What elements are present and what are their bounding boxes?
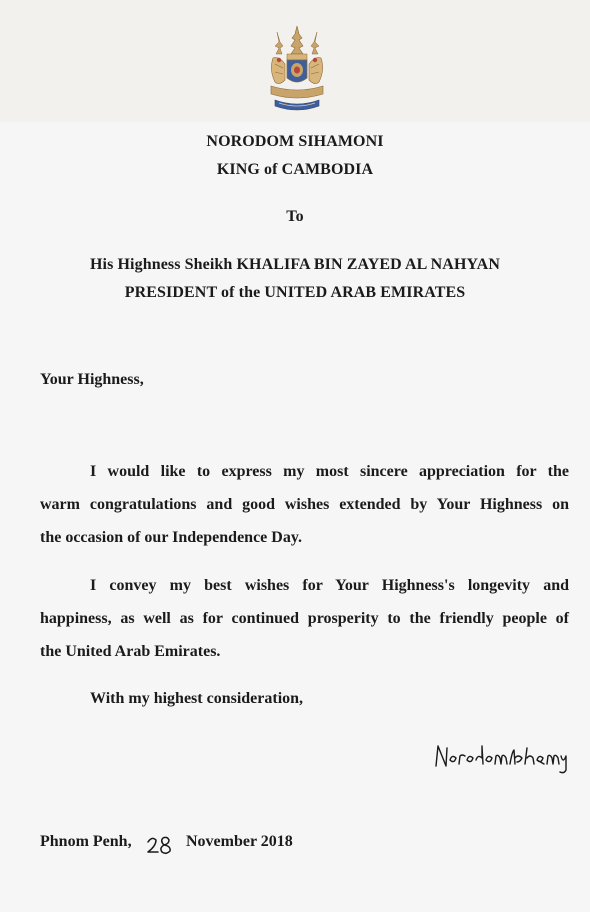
date-month-year: November 2018 bbox=[186, 833, 293, 850]
paragraph-wishes bbox=[40, 569, 569, 668]
salutation: Your Highness, bbox=[40, 371, 144, 388]
signature-image bbox=[432, 740, 572, 774]
paragraph-appreciation bbox=[40, 455, 569, 554]
sender-title: KING of CAMBODIA bbox=[216, 161, 374, 178]
place: Phnom Penh, bbox=[40, 833, 132, 850]
paragraph-line: the occasion of our Independence Day. bbox=[40, 529, 302, 546]
to-label: To bbox=[286, 208, 304, 225]
paragraph-line: I would like to express my most sincere appreciation for the bbox=[90, 463, 569, 480]
paragraph-line: happiness, as well as for continued prosperity to the friendly people of bbox=[40, 610, 569, 627]
handwritten-date-day bbox=[145, 834, 177, 856]
paragraph-line: the United Arab Emirates. bbox=[40, 643, 221, 660]
royal-arms-of-cambodia-icon bbox=[263, 24, 331, 112]
paragraph-line: warm congratulations and good wishes extended by Your Highness on bbox=[40, 496, 569, 513]
sender-name: NORODOM SIHAMONI bbox=[206, 133, 384, 150]
paragraph-line: I convey my best wishes for Your Highness's longevity and bbox=[90, 577, 569, 594]
closing: With my highest consideration, bbox=[90, 690, 304, 707]
recipient-name: His Highness Sheikh KHALIFA BIN ZAYED AL NAHYAN bbox=[89, 256, 500, 273]
recipient-title: PRESIDENT of the UNITED ARAB EMIRATES bbox=[124, 284, 466, 301]
